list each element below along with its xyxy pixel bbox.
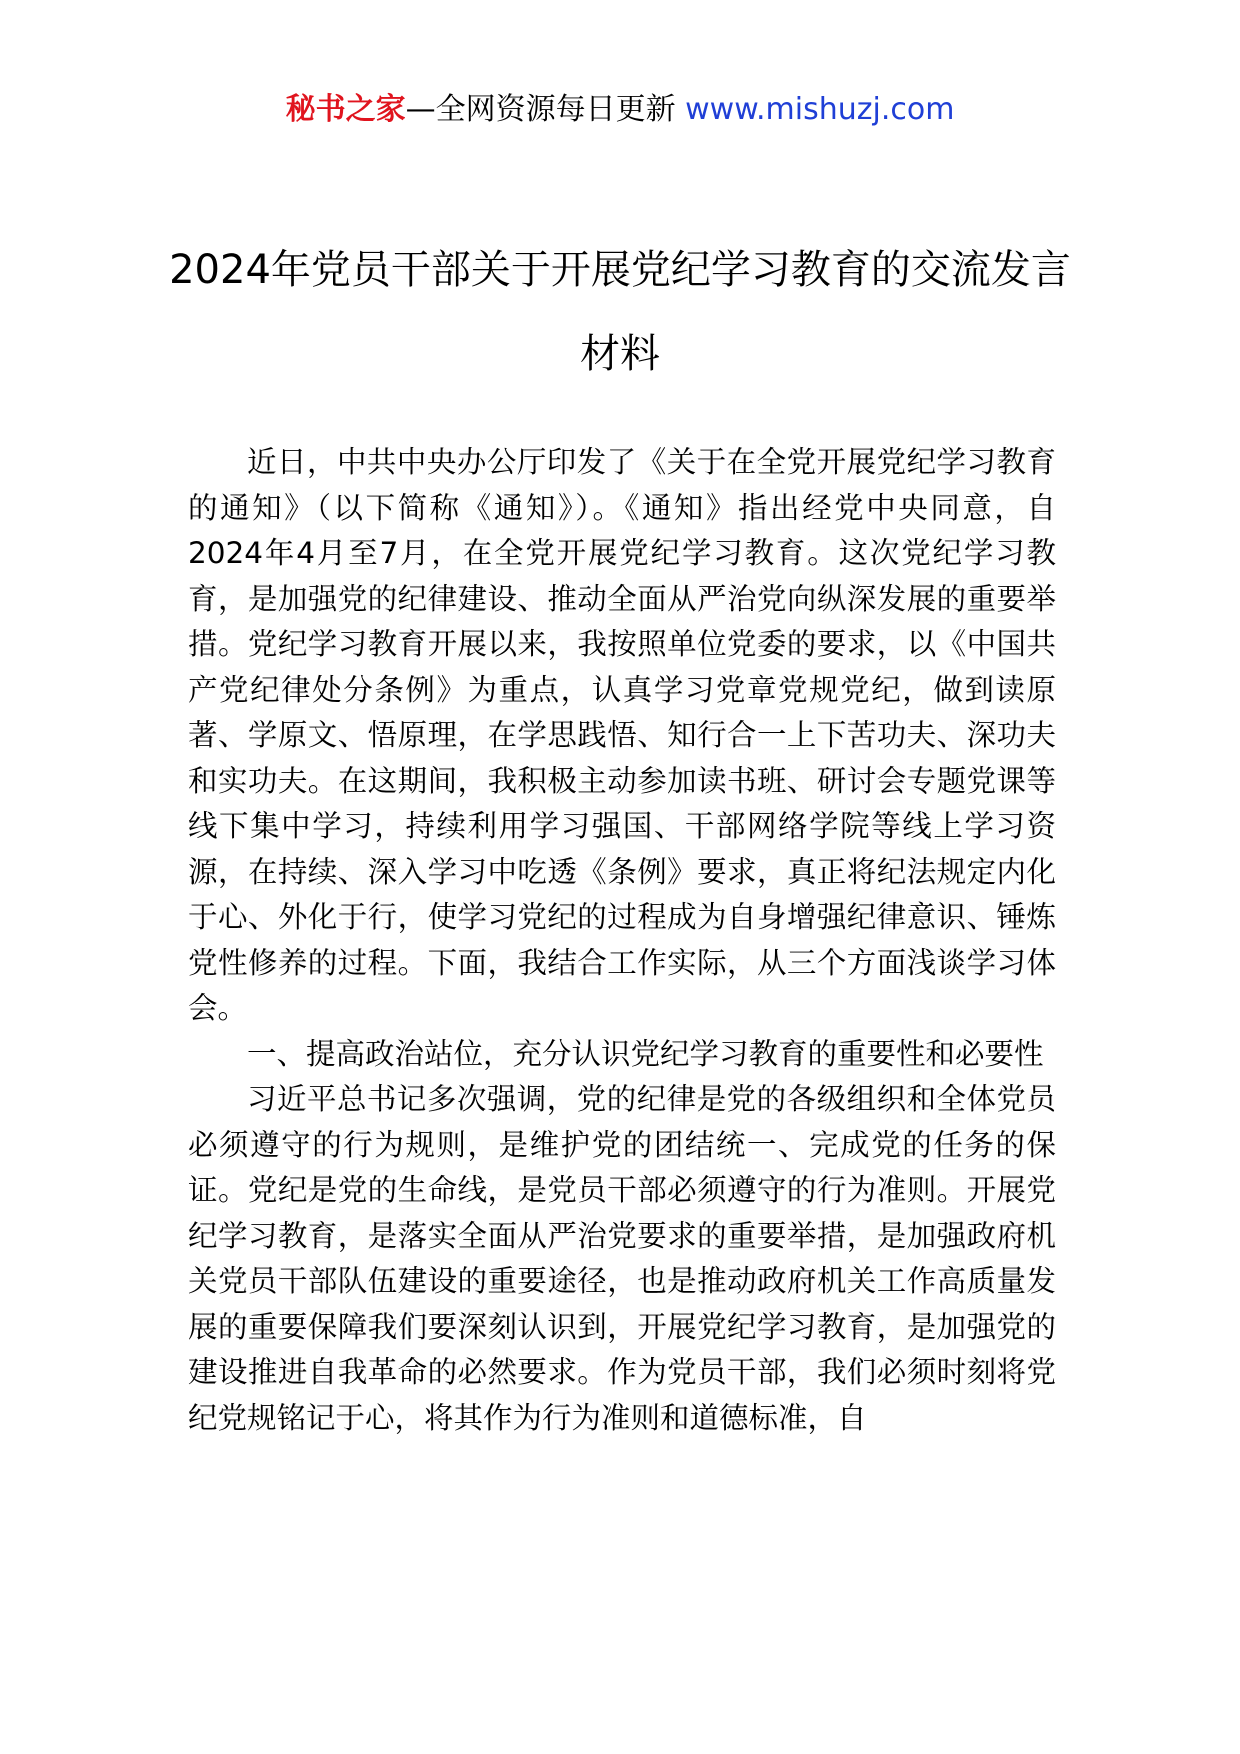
- document-body: [188, 440, 1056, 1441]
- header-tagline: —全网资源每日更新: [405, 92, 686, 127]
- site-url-link[interactable]: www.mishuzj.com: [685, 92, 955, 127]
- intro-paragraph: 近日，中共中央办公厅印发了《关于在全党开展党纪学习教育的通知》（以下简称《通知》）。《通知》指出经党中央同意，自2024年4月至7月，在全党开展党纪学习教育。这次党纪学习教育，是加强党的纪律建设、推动全面从严治党向纵深发展的重要举措。党纪学习教育开展以来，我按照单位党委的要求，以《中国共产党纪律处分条例》为重点，认真学习党章党规党纪，做到读原著、学原文、悟原理，在学思践悟、知行合一上下苦功夫、深功夫和实功夫。在这期间，我积极主动参加读书班、研讨会专题党课等线下集中学习，持续利用学习强国、干部网络学院等线上学习资源，在持续、深入学习中吃透《条例》要求，真正将纪法规定内化于心、外化于行，使学习党纪的过程成为自身增强纪律意识、锤炼党性修养的过程。下面，我结合工作实际，从三个方面浅谈学习体会。: [188, 445, 1056, 1025]
- brand-name: 秘书之家: [285, 92, 406, 127]
- document-title: 2024年党员干部关于开展党纪学习教育的交流发言材料: [169, 247, 1071, 377]
- section-heading-1: 一、提高政治站位，充分认识党纪学习教育的重要性和必要性: [247, 1036, 1044, 1071]
- section-1-paragraph: 习近平总书记多次强调，党的纪律是党的各级组织和全体党员必须遵守的行为规则，是维护党的团结统一、完成党的任务的保证。党纪是党的生命线，是党员干部必须遵守的行为准则。开展党纪学习教育，是落实全面从严治党要求的重要举措，是加强政府机关党员干部队伍建设的重要途径，也是推动政府机关工作高质量发展的重要保障我们要深刻认识到，开展党纪学习教育，是加强党的建设推进自我革命的必然要求。作为党员干部，我们必须时刻将党纪党规铭记于心，将其作为行为准则和道德标准，自: [188, 1082, 1056, 1435]
- site-header: [0, 88, 1240, 132]
